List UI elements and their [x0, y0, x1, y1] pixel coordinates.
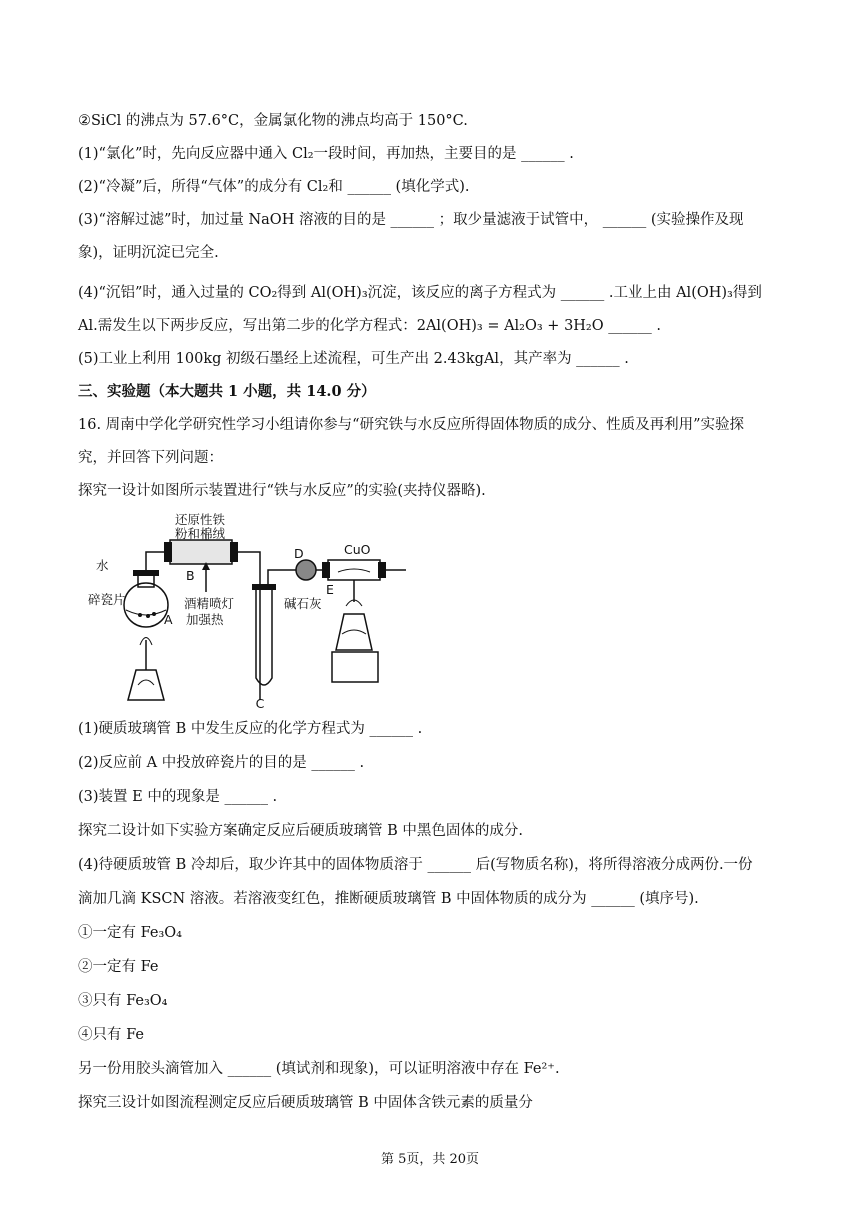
text-line: 探究三设计如图流程测定反应后硬质玻璃管 B 中固体含铁元素的质量分: [78, 1095, 533, 1111]
text-line: (4)“沉铝”时，通入过量的 CO₂得到 Al(OH)₃沉淀，该反应的离子方程式为 ______ .工业上由 Al(OH)₃得到: [78, 285, 762, 301]
text-line: (1)“氯化”时，先向反应器中通入 Cl₂一段时间，再加热，主要目的是 ______ .: [78, 146, 574, 162]
page-footer: 第 5页，共 20页: [380, 1152, 480, 1167]
text-line: 另一份用胶头滴管加入 ______ (填试剂和现象)，可以证明溶液中存在 Fe²⁺.: [78, 1061, 560, 1077]
text-line: (3)装置 E 中的现象是 ______ .: [78, 789, 278, 805]
text-line: ②SiCl 的沸点为 57.6°C，金属氯化物的沸点均高于 150°C.: [78, 113, 468, 129]
label-cuo: CuO: [344, 542, 371, 557]
label-c: C: [255, 696, 265, 710]
section-heading: 三、实验题（本大题共 1 小题，共 14.0 分）: [78, 383, 376, 400]
option-item: ①一定有 Fe₃O₄: [78, 925, 182, 941]
text-line: (4)待硬质玻管 B 冷却后，取少许其中的固体物质溶于 ______ 后(写物质名称)，将所得溶液分成两份.一份: [78, 857, 753, 873]
text-line: 16. 周南中学化学研究性学习小组请你参与“研究铁与水反应所得固体物质的成分、性质及再利用”实验探: [78, 417, 744, 433]
text-line: Al.需发生以下两步反应，写出第二步的化学方程式：2Al(OH)₃ = Al₂O₃ + 3H₂O ______ .: [78, 318, 661, 334]
label-soda-lime: 碱石灰: [284, 596, 322, 611]
experiment-apparatus-figure: [88, 510, 428, 710]
label-d: D: [294, 546, 304, 561]
text-line: (2)反应前 A 中投放碎瓷片的目的是 ______ .: [78, 755, 365, 771]
label-reductive-iron-2: 粉和棉绒: [174, 526, 226, 541]
text-line: 滴加几滴 KSCN 溶液。若溶液变红色，推断硬质玻璃管 B 中固体物质的成分为 ______ (填序号).: [78, 891, 699, 907]
label-water: 水: [96, 558, 109, 573]
label-e: E: [326, 582, 334, 597]
option-item: ③只有 Fe₃O₄: [78, 993, 168, 1009]
option-item: ②一定有 Fe: [78, 959, 159, 975]
label-lamp-1: 酒精喷灯: [184, 596, 235, 611]
label-lamp-2: 加强热: [186, 612, 224, 627]
label-reductive-iron-1: 还原性铁: [174, 512, 226, 527]
label-porcelain: 碎瓷片: [88, 592, 126, 607]
text-line: 探究一设计如图所示装置进行“铁与水反应”的实验(夹持仪器略).: [78, 483, 486, 499]
text-line: (5)工业上利用 100kg 初级石墨经上述流程，可生产出 2.43kgAl，其产率为 ______ .: [78, 351, 629, 367]
text-line: (1)硬质玻璃管 B 中发生反应的化学方程式为 ______ .: [78, 721, 423, 737]
text-line: 究，并回答下列问题：: [78, 450, 223, 466]
text-line: 探究二设计如下实验方案确定反应后硬质玻璃管 B 中黑色固体的成分.: [78, 823, 523, 839]
text-line: (2)“冷凝”后，所得“气体”的成分有 Cl₂和 ______ (填化学式).: [78, 179, 470, 195]
option-item: ④只有 Fe: [78, 1027, 144, 1043]
label-b: B: [186, 568, 195, 583]
label-a: A: [164, 612, 173, 627]
text-line: (3)“溶解过滤”时，加过量 NaOH 溶液的目的是 ______ ；取少量滤液于试管中， ______ (实验操作及现: [78, 212, 744, 228]
text-line: 象)，证明沉淀已完全.: [78, 245, 219, 261]
